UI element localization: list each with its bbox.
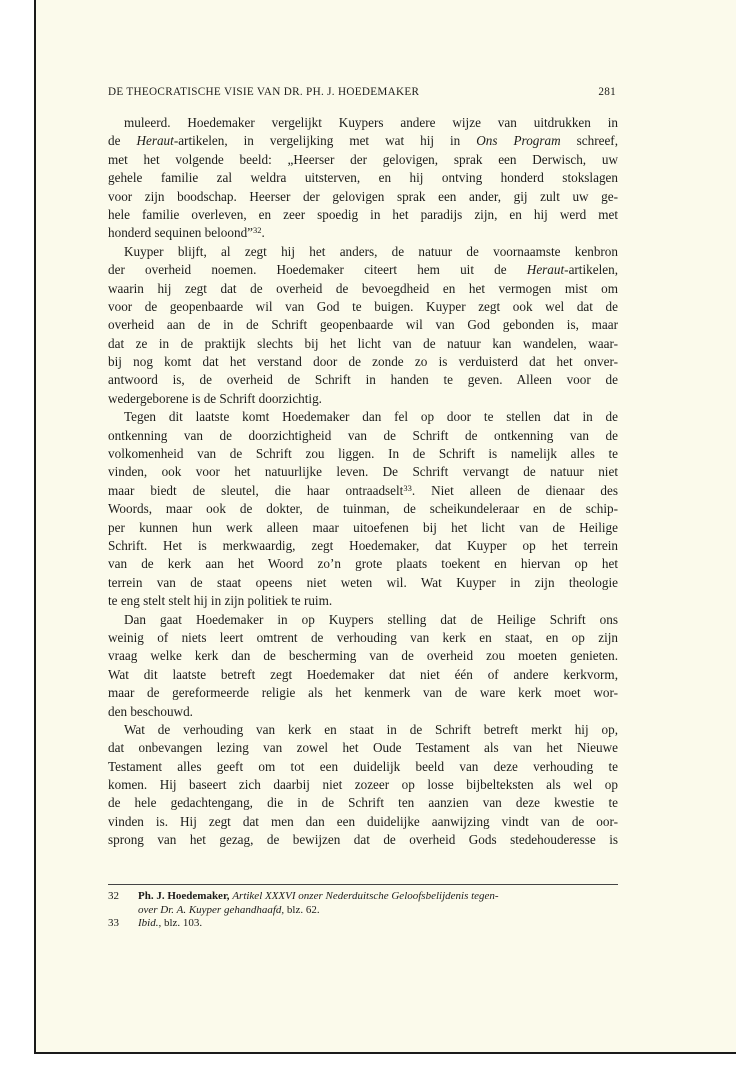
italic-title: Heraut xyxy=(526,262,565,278)
text-line: Woords, maar ook de dokter, de tuinman, de scheikundeleraar en de schip- xyxy=(108,501,618,517)
text-line: vraag welke kerk dan de bescherming van de overheid zou moeten genieten. xyxy=(108,648,618,664)
text-line: terrein van de staat opeens niet weten wil. Wat Kuyper in zijn theologie xyxy=(108,574,618,590)
text-line: met het volgende beeld: „Heerser der gelovigen, sprak een Derwisch, uw xyxy=(108,151,618,167)
text-line: dat onbevangen lezing van zowel het Oude Testament als van het Nieuwe xyxy=(108,740,618,756)
footnote-number: 33 xyxy=(108,917,119,929)
footnote-title: Artikel XXXVI onzer Nederduitsche Geloofsbelijdenis tegen- xyxy=(232,890,499,902)
text-run: -artikelen, in vergelijking met wat hij in xyxy=(173,133,477,149)
footnote-line xyxy=(138,904,618,918)
text-line: Schrift. Het is merkwaardig, zegt Hoedemaker, dat Kuyper op het terrein xyxy=(108,537,618,553)
text-line: maar de gereformeerde religie als het kenmerk van de ware kerk moet wor- xyxy=(108,685,618,701)
footnote-marker: 32 xyxy=(253,225,262,236)
footnote-ibid: Ibid., xyxy=(138,917,162,929)
italic-title: Ons Program xyxy=(476,133,561,149)
text-line: de hele gedachtengang, die in de Schrift ten aanzien van deze kwestie te xyxy=(108,795,618,811)
paragraph xyxy=(108,408,618,610)
text-run: maar biedt de sleutel, die haar ontraadselt xyxy=(108,482,404,498)
text-line: Dan gaat Hoedemaker in op Kuypers stelling dat de Heilige Schrift ons xyxy=(124,611,618,627)
italic-title: Heraut xyxy=(136,133,174,149)
footnotes xyxy=(108,884,618,931)
page-number: 281 xyxy=(598,86,616,98)
paragraph xyxy=(108,721,618,850)
paragraph xyxy=(108,611,618,721)
text-line: dat ze in de praktijk slechts bij het licht van de natuur kan wandelen, waar- xyxy=(108,335,618,351)
footnote-title: over Dr. A. Kuyper gehandhaafd, xyxy=(138,903,285,916)
text-line: weinig of niets leert omtrent de verhouding van kerk en staat, en op zijn xyxy=(108,629,618,645)
text-line: bij nog komt dat het verstand door de zonde zo is verduisterd dat het onver- xyxy=(108,354,618,370)
text-run: de xyxy=(108,133,137,149)
paragraph xyxy=(108,114,618,243)
text-line xyxy=(108,261,618,279)
text-line: van de kerk aan het Woord zo’n grote plaats toekent en hiervan op het xyxy=(108,556,618,572)
text-line: vinden, ook voor het natuurlijke leven. De Schrift vervangt de natuur niet xyxy=(108,464,618,480)
text-line: komen. Hij baseert zich daarbij niet zozeer op losse bijbelteksten als wel op xyxy=(108,777,618,793)
text-line: voor de geopenbaarde wil van God te buigen. Kuyper zegt ook wel dat de xyxy=(108,298,618,314)
text-line: antwoord is, de overheid de Schrift in handen te geven. Alleen voor de xyxy=(108,372,618,388)
running-title: DE THEOCRATISCHE VISIE VAN DR. PH. J. HOEDEMAKER xyxy=(108,86,420,98)
text-line: Wat de verhouding van kerk en staat in de Schrift betreft merkt hij op, xyxy=(124,721,618,737)
footnote-rule xyxy=(108,884,618,885)
text-line: den beschouwd. xyxy=(108,703,193,719)
paragraph xyxy=(108,243,618,409)
body-text xyxy=(108,114,618,850)
text-line xyxy=(108,224,618,242)
footnote-number: 32 xyxy=(108,890,119,902)
footnote-line xyxy=(138,917,618,931)
text-line: voor zijn boodschap. Heerser der gelovigen sprak een ander, gij zult uw ge- xyxy=(108,188,618,204)
text-run: . xyxy=(261,225,265,241)
text-line: Wat dit laatste betreft zegt Hoedemaker dat niet één of andere kerkvorm, xyxy=(108,666,618,682)
footnote-32 xyxy=(108,890,618,917)
text-line: per kunnen hun werk alleen maar uitoefenen bij het licht van de Heilige xyxy=(108,519,618,535)
text-run: schreef, xyxy=(560,133,618,149)
footnote-marker: 33 xyxy=(403,482,412,493)
footnote-33 xyxy=(108,917,618,931)
text-line: Kuyper blijft, al zegt hij het anders, de natuur de voornaamste kenbron xyxy=(124,243,618,259)
text-line: Tegen dit laatste komt Hoedemaker dan fel op door te stellen dat in de xyxy=(124,409,618,425)
text-line xyxy=(108,482,618,500)
text-line: volkomenheid van de Schrift zou liggen. In de Schrift is namelijk alles te xyxy=(108,446,618,462)
text-line: hele familie overleven, en zeer spoedig in het paradijs zijn, en hij werd met xyxy=(108,206,618,222)
footnote-author: Ph. J. Hoedemaker, xyxy=(138,890,230,902)
text-line: sprong van het gezag, de bewijzen dat de overheid Gods stedehouderesse is xyxy=(108,832,618,848)
text-run: . Niet alleen de dienaar des xyxy=(411,482,619,498)
footnote-ref: blz. 62. xyxy=(286,903,320,916)
footnote-ref: blz. 103. xyxy=(163,917,203,929)
text-line: Testament alles geeft om tot een duidelijk beeld van deze verhouding te xyxy=(108,758,618,774)
text-line: ontkenning van de doorzichtigheid van de Schrift de ontkenning van de xyxy=(108,427,618,443)
text-line: waarin hij zegt dat de overheid de bevoegdheid en het vermogen mist om xyxy=(108,280,618,296)
text-line: gehele familie zal weldra uitsterven, en hij ontving honderd stokslagen xyxy=(108,170,618,186)
text-line: wedergeborene is de Schrift doorzichtig. xyxy=(108,390,322,406)
text-line: overheid aan de in de Schrift geopenbaarde wil van God gebonden is, maar xyxy=(108,317,618,333)
text-run: -artikelen, xyxy=(564,262,618,278)
text-line xyxy=(108,132,618,150)
text-run: honderd sequinen beloond” xyxy=(108,225,254,241)
text-line: te eng stelt stelt hij in zijn politiek te ruim. xyxy=(108,593,333,609)
footnote-line xyxy=(138,890,618,904)
text-line: muleerd. Hoedemaker vergelijkt Kuypers andere wijze van uitdrukken in xyxy=(124,115,618,130)
text-line: vinden is. Hij zegt dat men dan een duidelijke aanwijzing vindt van de oor- xyxy=(108,813,618,829)
text-run: der overheid noemen. Hoedemaker citeert hem uit de xyxy=(108,262,527,278)
